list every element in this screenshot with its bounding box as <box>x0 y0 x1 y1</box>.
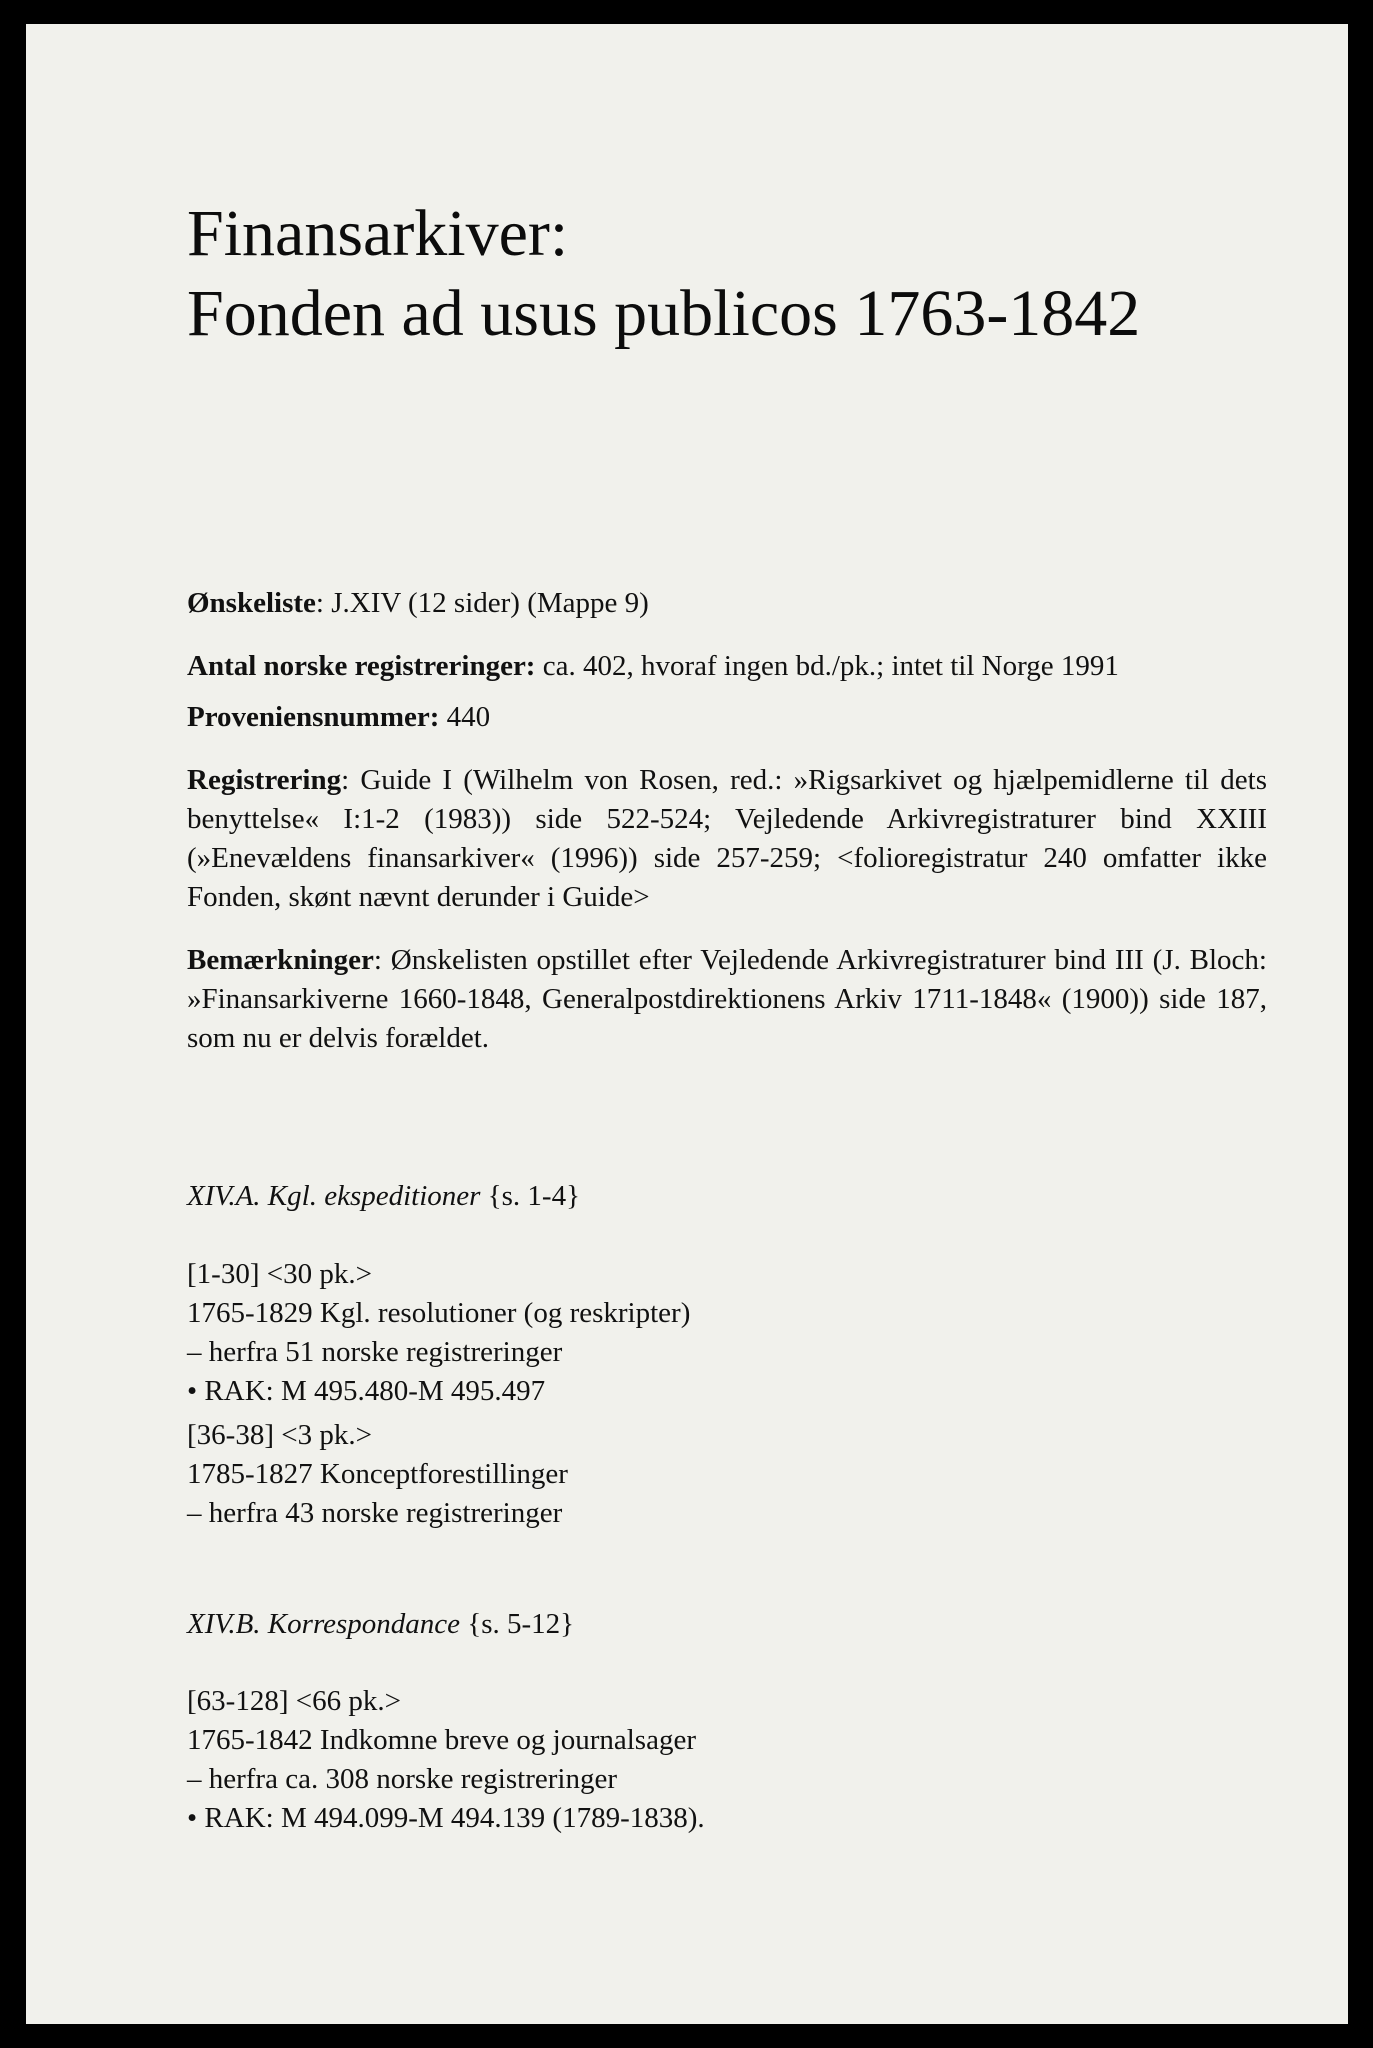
metadata-block <box>187 584 1267 1082</box>
entry-title: 1765-1829 Kgl. resolutioner (og reskripter) <box>187 1297 691 1329</box>
meta-label: Ønskeliste <box>187 587 316 619</box>
meta-remarks <box>187 941 1267 1058</box>
meta-sep <box>439 701 446 733</box>
page-content <box>187 194 1267 1834</box>
entry-count: – herfra ca. 308 norske registreringer <box>187 1763 617 1795</box>
meta-label: Antal norske registreringer: <box>187 650 536 682</box>
section-heading-a <box>187 1177 1267 1216</box>
title-line-1: Finansarkiver: <box>187 197 569 270</box>
section-title: XIV.B. Korrespondance <box>187 1608 461 1640</box>
meta-count <box>187 647 1267 686</box>
list-item <box>187 1682 1267 1838</box>
entry-ref: [1-30] <30 pk.> <box>187 1258 372 1290</box>
meta-wishlist <box>187 584 1267 623</box>
meta-text: Ønskelisten opstillet efter Vejledende Arkivregistraturer bind III (J. Bloch: »Finansarkiverne 1660-1848, Generalpostdirektionens Arkiv 1711-1848« (1900)) side 187, som nu er delvis forældet. <box>187 944 1267 1054</box>
meta-text: 440 <box>446 701 491 733</box>
list-item <box>187 1416 1267 1533</box>
meta-text: ca. 402, hvoraf ingen bd./pk.; intet til Norge 1991 <box>542 650 1119 682</box>
entry-rak: • RAK: M 495.480-M 495.497 <box>187 1375 546 1407</box>
page-title <box>187 194 1267 354</box>
entry-ref: [63-128] <66 pk.> <box>187 1685 401 1717</box>
meta-provenance <box>187 698 1267 737</box>
meta-text: Guide I (Wilhelm von Rosen, red.: »Rigsarkivet og hjælpemidlerne til dets benyttelse« I:1-2 (1983)) side 522-524; Vejledende Arkivregistraturer bind XXIII (»Enevældens finansarkiver« (1996)) side 257-259; <folioregistratur 240 omfatter ikke Fonden, skønt nævnt derunder i Guide> <box>187 764 1267 913</box>
entry-title: 1785-1827 Konceptforestillinger <box>187 1458 568 1490</box>
list-item <box>187 1255 1267 1411</box>
document-page <box>26 24 1348 2024</box>
meta-label: Proveniensnummer: <box>187 701 440 733</box>
section-heading-b <box>187 1605 1267 1644</box>
section-range: {s. 1-4} <box>480 1180 580 1212</box>
entry-count: – herfra 43 norske registreringer <box>187 1497 563 1529</box>
section-title: XIV.A. Kgl. ekspeditioner <box>187 1180 481 1212</box>
meta-sep: : <box>341 764 361 796</box>
entry-title: 1765-1842 Indkomne breve og journalsager <box>187 1724 696 1756</box>
entry-count: – herfra 51 norske registreringer <box>187 1336 563 1368</box>
meta-label: Registrering <box>187 764 342 796</box>
entry-rak: • RAK: M 494.099-M 494.139 (1789-1838). <box>187 1802 705 1834</box>
section-range: {s. 5-12} <box>460 1608 575 1640</box>
meta-label: Bemærkninger <box>187 944 374 976</box>
meta-sep <box>535 650 542 682</box>
meta-text: J.XIV (12 sider) (Mappe 9) <box>331 587 649 619</box>
entry-ref: [36-38] <3 pk.> <box>187 1419 372 1451</box>
title-line-2: Fonden ad usus publicos 1763-1842 <box>187 277 1141 350</box>
meta-sep: : <box>373 944 391 976</box>
meta-registration <box>187 761 1267 917</box>
meta-sep: : <box>315 587 332 619</box>
